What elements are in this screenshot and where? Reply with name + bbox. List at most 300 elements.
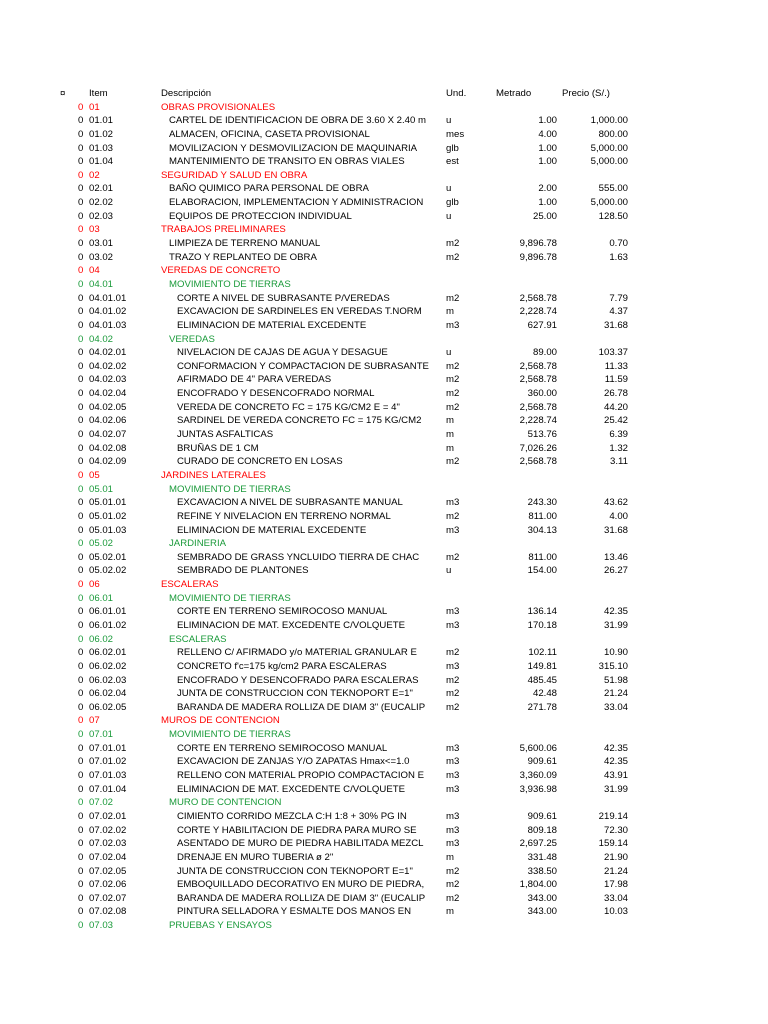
row-zero: 0 xyxy=(78,920,84,932)
header-precio: Precio (S/.) xyxy=(562,88,610,99)
row-item-code: 04.02.05 xyxy=(89,401,127,413)
row-description: MOVILIZACION Y DESMOVILIZACION DE MAQUINARIA xyxy=(169,142,418,154)
row-metrado: 9,896.78 xyxy=(519,238,557,250)
row-zero: 0 xyxy=(78,906,84,918)
row-item-code: 02 xyxy=(89,169,100,181)
row-item-code: 02.03 xyxy=(89,210,114,222)
row-precio: 1.32 xyxy=(609,442,628,454)
row-description: CORTE Y HABILITACION DE PIEDRA PARA MURO SE xyxy=(177,824,417,836)
row-unit: m3 xyxy=(446,497,460,509)
row-description: MUROS DE CONTENCION xyxy=(161,715,280,727)
row-unit: u xyxy=(446,115,452,127)
row-precio: 1,000.00 xyxy=(590,115,628,127)
row-metrado: 909.61 xyxy=(527,810,557,822)
row-zero: 0 xyxy=(78,469,84,481)
row-metrado: 485.45 xyxy=(527,674,557,686)
table-row xyxy=(0,401,768,415)
section-title-row xyxy=(0,223,768,237)
row-unit: m xyxy=(446,442,454,454)
header-und: Und. xyxy=(446,88,467,99)
row-item-code: 04.02.09 xyxy=(89,456,127,468)
row-description: ELABORACION, IMPLEMENTACION Y ADMINISTRACION xyxy=(169,197,424,209)
row-item-code: 05.01.02 xyxy=(89,510,127,522)
row-metrado: 909.61 xyxy=(527,756,557,768)
row-item-code: 05 xyxy=(89,469,100,481)
row-unit: m xyxy=(446,429,454,441)
section-title-row xyxy=(0,578,768,592)
row-metrado: 1.00 xyxy=(538,115,557,127)
row-unit: m2 xyxy=(446,510,460,522)
table-row xyxy=(0,605,768,619)
row-description: JUNTA DE CONSTRUCCION CON TEKNOPORT E=1" xyxy=(177,865,413,877)
row-description: CARTEL DE IDENTIFICACION DE OBRA DE 3.60 X 2.40 m xyxy=(169,115,426,127)
row-metrado: 338.50 xyxy=(527,865,557,877)
row-precio: 11.33 xyxy=(604,360,628,372)
row-precio: 4.37 xyxy=(609,306,628,318)
row-precio: 7.79 xyxy=(609,292,628,304)
row-item-code: 04.01 xyxy=(89,278,114,290)
row-description: BAÑO QUIMICO PARA PERSONAL DE OBRA xyxy=(169,183,369,195)
row-precio: 4.00 xyxy=(609,510,628,522)
row-zero: 0 xyxy=(78,647,84,659)
row-zero: 0 xyxy=(78,333,84,345)
row-zero: 0 xyxy=(78,742,84,754)
section-title-row xyxy=(0,469,768,483)
table-row xyxy=(0,360,768,374)
row-item-code: 02.01 xyxy=(89,183,114,195)
table-row xyxy=(0,182,768,196)
row-item-code: 04 xyxy=(89,265,100,277)
row-description: BARANDA DE MADERA ROLLIZA DE DIAM 3" (EUCALIP xyxy=(177,701,426,713)
row-unit: m2 xyxy=(446,360,460,372)
subsection-title-row xyxy=(0,483,768,497)
row-item-code: 05.02.02 xyxy=(89,565,127,577)
row-unit: m2 xyxy=(446,701,460,713)
row-precio: 25.42 xyxy=(603,415,628,427)
row-unit: m3 xyxy=(446,660,460,672)
row-zero: 0 xyxy=(78,360,84,372)
row-item-code: 04.02.07 xyxy=(89,429,127,441)
row-item-code: 04.02.01 xyxy=(89,347,127,359)
row-metrado: 102.11 xyxy=(528,647,557,659)
table-row xyxy=(0,674,768,688)
row-zero: 0 xyxy=(78,497,84,509)
row-description: ENCOFRADO Y DESENCOFRADO PARA ESCALERAS xyxy=(177,674,419,686)
row-item-code: 07.03 xyxy=(89,920,114,932)
row-description: VEREDA DE CONCRETO FC = 175 KG/CM2 E = 4" xyxy=(177,401,400,413)
row-precio: 42.35 xyxy=(603,742,628,754)
row-unit: glb xyxy=(446,142,459,154)
row-description: ESCALERAS xyxy=(161,579,219,591)
row-item-code: 07.02.01 xyxy=(89,810,127,822)
row-description: PRUEBAS Y ENSAYOS xyxy=(169,920,272,932)
row-description: CORTE A NIVEL DE SUBRASANTE P/VEREDAS xyxy=(177,292,390,304)
row-zero: 0 xyxy=(78,169,84,181)
row-metrado: 331.48 xyxy=(527,851,557,863)
row-unit: m2 xyxy=(446,292,460,304)
row-precio: 31.99 xyxy=(603,783,628,795)
table-row xyxy=(0,142,768,156)
row-unit: m xyxy=(446,851,454,863)
row-metrado: 2,568.78 xyxy=(519,456,557,468)
row-unit: m2 xyxy=(446,879,460,891)
row-metrado: 136.14 xyxy=(527,606,557,618)
row-description: BARANDA DE MADERA ROLLIZA DE DIAM 3" (EUCALIP xyxy=(177,892,426,904)
row-zero: 0 xyxy=(78,156,84,168)
row-description: CONCRETO f'c=175 kg/cm2 PARA ESCALERAS xyxy=(177,660,387,672)
row-unit: m2 xyxy=(446,865,460,877)
row-precio: 51.98 xyxy=(603,674,628,686)
row-unit: m xyxy=(446,415,454,427)
row-metrado: 9,896.78 xyxy=(519,251,557,263)
row-zero: 0 xyxy=(78,278,84,290)
row-precio: 10.03 xyxy=(603,906,628,918)
table-row xyxy=(0,428,768,442)
row-item-code: 07 xyxy=(89,715,100,727)
row-zero: 0 xyxy=(78,756,84,768)
row-item-code: 06.02.04 xyxy=(89,688,127,700)
row-description: RELLENO C/ AFIRMADO y/o MATERIAL GRANULAR E xyxy=(177,647,417,659)
row-precio: 31.68 xyxy=(603,524,628,536)
row-metrado: 343.00 xyxy=(527,892,557,904)
row-precio: 5,000.00 xyxy=(590,197,628,209)
row-description: JARDINERIA xyxy=(169,538,227,550)
table-row xyxy=(0,319,768,333)
row-zero: 0 xyxy=(78,238,84,250)
row-unit: m xyxy=(446,906,454,918)
row-item-code: 05.02.01 xyxy=(89,551,127,563)
row-zero: 0 xyxy=(78,183,84,195)
table-row xyxy=(0,701,768,715)
row-description: JARDINES LATERALES xyxy=(161,469,266,481)
row-description: AFIRMADO DE 4" PARA VEREDAS xyxy=(177,374,332,386)
row-precio: 5,000.00 xyxy=(590,142,628,154)
row-zero: 0 xyxy=(78,306,84,318)
row-unit: m3 xyxy=(446,756,460,768)
row-unit: m3 xyxy=(446,742,460,754)
row-metrado: 1.00 xyxy=(538,142,557,154)
row-item-code: 01.04 xyxy=(89,156,114,168)
row-zero: 0 xyxy=(78,810,84,822)
table-row xyxy=(0,878,768,892)
row-precio: 103.37 xyxy=(598,347,628,359)
row-zero: 0 xyxy=(78,128,84,140)
row-unit: u xyxy=(446,183,452,195)
row-metrado: 3,936.98 xyxy=(519,783,557,795)
row-precio: 31.99 xyxy=(603,619,628,631)
row-item-code: 07.02.03 xyxy=(89,838,127,850)
table-row xyxy=(0,373,768,387)
table-row xyxy=(0,905,768,919)
row-item-code: 07.01.01 xyxy=(89,742,127,754)
row-description: PINTURA SELLADORA Y ESMALTE DOS MANOS EN xyxy=(177,906,412,918)
row-description: TRABAJOS PRELIMINARES xyxy=(161,224,286,236)
table-row xyxy=(0,851,768,865)
row-unit: m2 xyxy=(446,688,460,700)
row-precio: 17.98 xyxy=(603,879,628,891)
row-description: EXCAVACION DE ZANJAS Y/O ZAPATAS Hmax<=1.0 xyxy=(177,756,410,768)
table-row xyxy=(0,196,768,210)
row-unit: m2 xyxy=(446,551,460,563)
row-description: EXCAVACION DE SARDINELES EN VEREDAS T.NORM xyxy=(177,306,422,318)
table-row xyxy=(0,551,768,565)
row-item-code: 06 xyxy=(89,579,100,591)
row-item-code: 03.02 xyxy=(89,251,114,263)
row-description: JUNTAS ASFALTICAS xyxy=(177,429,274,441)
row-metrado: 1.00 xyxy=(538,156,557,168)
subsection-title-row xyxy=(0,537,768,551)
row-description: TRAZO Y REPLANTEO DE OBRA xyxy=(169,251,317,263)
row-description: EXCAVACION A NIVEL DE SUBRASANTE MANUAL xyxy=(177,497,403,509)
subsection-title-row xyxy=(0,728,768,742)
row-description: LIMPIEZA DE TERRENO MANUAL xyxy=(169,238,321,250)
row-description: BRUÑAS DE 1 CM xyxy=(177,442,259,454)
row-item-code: 06.02 xyxy=(89,633,114,645)
table-row xyxy=(0,155,768,169)
row-unit: u xyxy=(446,210,452,222)
row-metrado: 1,804.00 xyxy=(519,879,557,891)
row-description: ASENTADO DE MURO DE PIEDRA HABILITADA MEZCL xyxy=(177,838,424,850)
row-precio: 72.30 xyxy=(603,824,628,836)
row-item-code: 04.02.04 xyxy=(89,388,127,400)
row-precio: 21.24 xyxy=(603,688,628,700)
row-metrado: 811.00 xyxy=(528,510,557,522)
row-zero: 0 xyxy=(78,619,84,631)
row-metrado: 360.00 xyxy=(527,388,557,400)
row-metrado: 1.00 xyxy=(538,197,557,209)
row-description: MOVIMIENTO DE TIERRAS xyxy=(169,278,291,290)
row-precio: 555.00 xyxy=(598,183,628,195)
row-metrado: 2,568.78 xyxy=(519,292,557,304)
row-zero: 0 xyxy=(78,415,84,427)
row-precio: 800.00 xyxy=(598,128,628,140)
row-description: CORTE EN TERRENO SEMIROCOSO MANUAL xyxy=(177,606,388,618)
row-unit: m2 xyxy=(446,892,460,904)
row-precio: 5,000.00 xyxy=(590,156,628,168)
row-zero: 0 xyxy=(78,101,84,113)
row-precio: 33.04 xyxy=(603,892,628,904)
row-zero: 0 xyxy=(78,524,84,536)
row-item-code: 07.01.04 xyxy=(89,783,127,795)
table-row xyxy=(0,210,768,224)
row-zero: 0 xyxy=(78,797,84,809)
row-zero: 0 xyxy=(78,865,84,877)
table-row xyxy=(0,646,768,660)
section-title-row xyxy=(0,264,768,278)
row-zero: 0 xyxy=(78,633,84,645)
row-precio: 13.46 xyxy=(603,551,628,563)
table-row xyxy=(0,237,768,251)
row-description: MOVIMIENTO DE TIERRAS xyxy=(169,729,291,741)
row-item-code: 01.02 xyxy=(89,128,114,140)
row-item-code: 06.02.05 xyxy=(89,701,127,713)
row-precio: 21.24 xyxy=(603,865,628,877)
table-row xyxy=(0,619,768,633)
row-zero: 0 xyxy=(78,224,84,236)
row-description: ENCOFRADO Y DESENCOFRADO NORMAL xyxy=(177,388,375,400)
row-zero: 0 xyxy=(78,851,84,863)
row-zero: 0 xyxy=(78,442,84,454)
row-item-code: 06.01.02 xyxy=(89,619,127,631)
row-item-code: 07.02.08 xyxy=(89,906,127,918)
row-unit: mes xyxy=(446,128,465,140)
row-item-code: 07.01 xyxy=(89,729,114,741)
row-precio: 43.62 xyxy=(603,497,628,509)
row-description: REFINE Y NIVELACION EN TERRENO NORMAL xyxy=(177,510,391,522)
row-item-code: 03 xyxy=(89,224,100,236)
row-description: CIMIENTO CORRIDO MEZCLA C:H 1:8 + 30% PG IN xyxy=(177,810,407,822)
row-description: CORTE EN TERRENO SEMIROCOSO MANUAL xyxy=(177,742,388,754)
row-description: MANTENIMIENTO DE TRANSITO EN OBRAS VIALES xyxy=(169,156,405,168)
row-unit: m3 xyxy=(446,770,460,782)
row-metrado: 811.00 xyxy=(528,551,557,563)
row-precio: 315.10 xyxy=(598,660,628,672)
row-zero: 0 xyxy=(78,292,84,304)
row-description: VEREDAS xyxy=(169,333,215,345)
table-row xyxy=(0,510,768,524)
row-zero: 0 xyxy=(78,770,84,782)
row-item-code: 04.02.02 xyxy=(89,360,127,372)
row-zero: 0 xyxy=(78,265,84,277)
row-description: SEGURIDAD Y SALUD EN OBRA xyxy=(161,169,308,181)
row-precio: 0.70 xyxy=(609,238,628,250)
row-unit: m xyxy=(446,306,454,318)
section-title-row xyxy=(0,169,768,183)
row-unit: m2 xyxy=(446,674,460,686)
row-metrado: 2,568.78 xyxy=(519,374,557,386)
row-zero: 0 xyxy=(78,115,84,127)
row-item-code: 04.02.08 xyxy=(89,442,127,454)
table-row xyxy=(0,564,768,578)
row-zero: 0 xyxy=(78,606,84,618)
row-zero: 0 xyxy=(78,510,84,522)
row-description: SARDINEL DE VEREDA CONCRETO FC = 175 KG/CM2 xyxy=(177,415,422,427)
row-unit: m2 xyxy=(446,388,460,400)
row-description: VEREDAS DE CONCRETO xyxy=(161,265,281,277)
row-item-code: 06.02.02 xyxy=(89,660,127,672)
row-item-code: 05.02 xyxy=(89,538,114,550)
row-zero: 0 xyxy=(78,674,84,686)
row-metrado: 7,026.26 xyxy=(519,442,557,454)
table-row xyxy=(0,305,768,319)
row-unit: m3 xyxy=(446,619,460,631)
row-metrado: 3,360.09 xyxy=(519,770,557,782)
row-zero: 0 xyxy=(78,551,84,563)
table-row xyxy=(0,128,768,142)
row-item-code: 04.02.06 xyxy=(89,415,127,427)
row-description: ALMACEN, OFICINA, CASETA PROVISIONAL xyxy=(169,128,370,140)
row-description: ELIMINACION DE MAT. EXCEDENTE C/VOLQUETE xyxy=(177,783,405,795)
row-unit: m3 xyxy=(446,838,460,850)
row-precio: 11.59 xyxy=(604,374,628,386)
row-precio: 43.91 xyxy=(603,770,628,782)
row-description: JUNTA DE CONSTRUCCION CON TEKNOPORT E=1" xyxy=(177,688,413,700)
row-unit: m2 xyxy=(446,238,460,250)
row-metrado: 2,228.74 xyxy=(519,306,557,318)
row-description: SEMBRADO DE PLANTONES xyxy=(177,565,309,577)
table-row xyxy=(0,455,768,469)
row-metrado: 2,228.74 xyxy=(519,415,557,427)
row-precio: 128.50 xyxy=(598,210,628,222)
table-row xyxy=(0,251,768,265)
row-metrado: 89.00 xyxy=(532,347,557,359)
row-zero: 0 xyxy=(78,715,84,727)
row-precio: 219.14 xyxy=(598,810,628,822)
row-metrado: 170.18 xyxy=(527,619,557,631)
row-description: CURADO DE CONCRETO EN LOSAS xyxy=(177,456,343,468)
table-row xyxy=(0,742,768,756)
row-unit: m3 xyxy=(446,524,460,536)
row-item-code: 01.01 xyxy=(89,115,114,127)
row-precio: 1.63 xyxy=(609,251,628,263)
row-precio: 26.78 xyxy=(603,388,628,400)
row-item-code: 02.02 xyxy=(89,197,114,209)
row-precio: 42.35 xyxy=(603,606,628,618)
row-zero: 0 xyxy=(78,579,84,591)
row-item-code: 06.02.01 xyxy=(89,647,127,659)
table-row xyxy=(0,755,768,769)
row-metrado: 42.48 xyxy=(532,688,557,700)
row-unit: m3 xyxy=(446,606,460,618)
row-unit: m3 xyxy=(446,810,460,822)
row-precio: 26.27 xyxy=(603,565,628,577)
row-item-code: 04.01.02 xyxy=(89,306,127,318)
row-metrado: 304.13 xyxy=(527,524,557,536)
row-zero: 0 xyxy=(78,210,84,222)
row-description: EMBOQUILLADO DECORATIVO EN MURO DE PIEDRA, xyxy=(177,879,425,891)
row-item-code: 04.01.03 xyxy=(89,319,127,331)
row-item-code: 05.01 xyxy=(89,483,114,495)
table-row xyxy=(0,442,768,456)
section-title-row xyxy=(0,714,768,728)
row-metrado: 243.30 xyxy=(527,497,557,509)
row-zero: 0 xyxy=(78,347,84,359)
row-zero: 0 xyxy=(78,729,84,741)
row-unit: u xyxy=(446,347,452,359)
row-metrado: 2,568.78 xyxy=(519,360,557,372)
row-item-code: 03.01 xyxy=(89,238,114,250)
row-item-code: 06.02.03 xyxy=(89,674,127,686)
row-metrado: 25.00 xyxy=(532,210,557,222)
row-unit: glb xyxy=(446,197,459,209)
row-description: ELIMINACION DE MAT. EXCEDENTE C/VOLQUETE xyxy=(177,619,405,631)
row-description: SEMBRADO DE GRASS YNCLUIDO TIERRA DE CHAC xyxy=(177,551,420,563)
budget-table xyxy=(0,87,768,933)
row-metrado: 149.81 xyxy=(527,660,557,672)
row-zero: 0 xyxy=(78,251,84,263)
header-descripcion: Descripción xyxy=(161,88,212,99)
row-precio: 6.39 xyxy=(609,429,628,441)
row-metrado: 513.76 xyxy=(527,429,557,441)
row-metrado: 5,600.06 xyxy=(519,742,557,754)
table-row xyxy=(0,783,768,797)
row-precio: 21.90 xyxy=(603,851,628,863)
row-description: DRENAJE EN MURO TUBERIA ø 2" xyxy=(177,851,334,863)
row-description: NIVELACION DE CAJAS DE AGUA Y DESAGUE xyxy=(177,347,388,359)
table-row xyxy=(0,687,768,701)
subsection-title-row xyxy=(0,592,768,606)
row-item-code: 01 xyxy=(89,101,100,113)
row-zero: 0 xyxy=(78,483,84,495)
row-item-code: 07.02.04 xyxy=(89,851,127,863)
row-zero: 0 xyxy=(78,401,84,413)
subsection-title-row xyxy=(0,333,768,347)
row-zero: 0 xyxy=(78,701,84,713)
row-description: ELIMINACION DE MATERIAL EXCEDENTE xyxy=(177,319,367,331)
row-item-code: 06.01 xyxy=(89,592,114,604)
row-metrado: 4.00 xyxy=(538,128,557,140)
table-row xyxy=(0,837,768,851)
